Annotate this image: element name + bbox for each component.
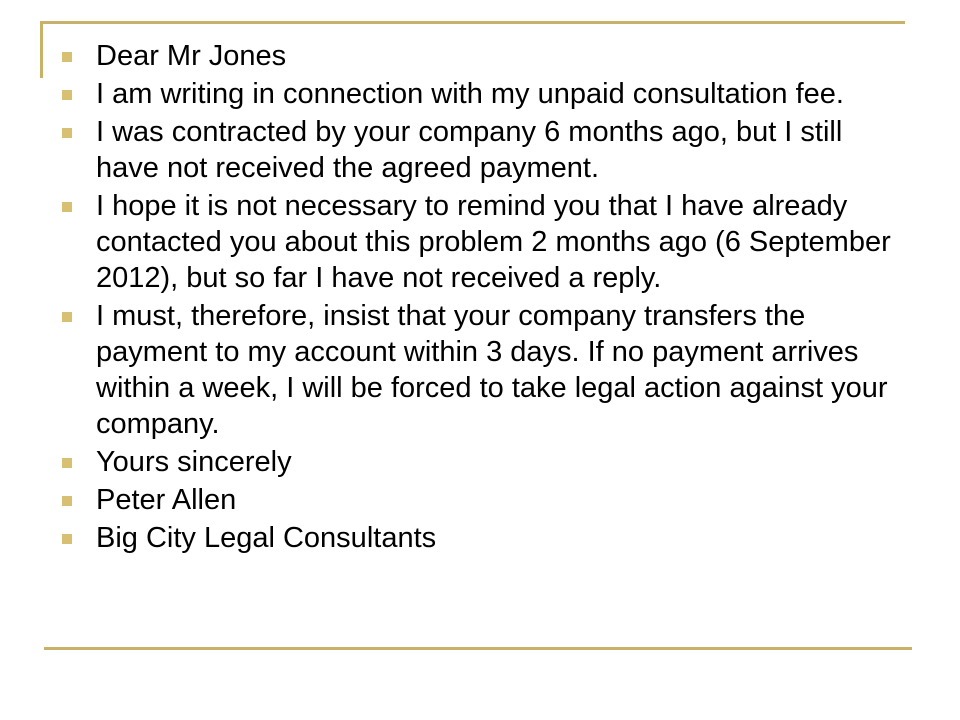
bullet-signature-name (60, 482, 900, 518)
letter-bullet-list (60, 38, 900, 560)
bullet-purpose (60, 76, 900, 112)
bullet-reminder (60, 188, 900, 296)
square-bullet-icon (62, 128, 72, 138)
square-bullet-icon (62, 534, 72, 544)
signature-name-text: Peter Allen (96, 484, 237, 516)
square-bullet-icon (62, 52, 72, 62)
bullet-closing (60, 444, 900, 480)
purpose-text: I am writing in connection with my unpaid consultation fee. (96, 78, 844, 110)
background-text: I was contracted by your company 6 months ago, but I still have not received the agreed payment. (96, 116, 843, 184)
company-text: Big City Legal Consultants (96, 522, 437, 554)
square-bullet-icon (62, 496, 72, 506)
reminder-text: I hope it is not necessary to remind you that I have already contacted you about this problem 2 months ago (6 September 2012), but so far I have not received a reply. (96, 190, 891, 294)
top-right-border-tick (902, 21, 905, 24)
bullet-demand (60, 298, 900, 442)
bullet-company (60, 520, 900, 556)
bullet-salutation (60, 38, 900, 74)
square-bullet-icon (62, 90, 72, 100)
demand-text: I must, therefore, insist that your company transfers the payment to my account within 3 days. If no payment arrives within a week, I will be forced to take legal action against your company. (96, 300, 888, 440)
left-border-line (40, 21, 43, 78)
top-border-line (40, 21, 905, 24)
bottom-border-line (44, 647, 912, 650)
square-bullet-icon (62, 202, 72, 212)
salutation-text: Dear Mr Jones (96, 40, 287, 72)
square-bullet-icon (62, 458, 72, 468)
bullet-background (60, 114, 900, 186)
square-bullet-icon (62, 312, 72, 322)
closing-text: Yours sincerely (96, 446, 292, 478)
